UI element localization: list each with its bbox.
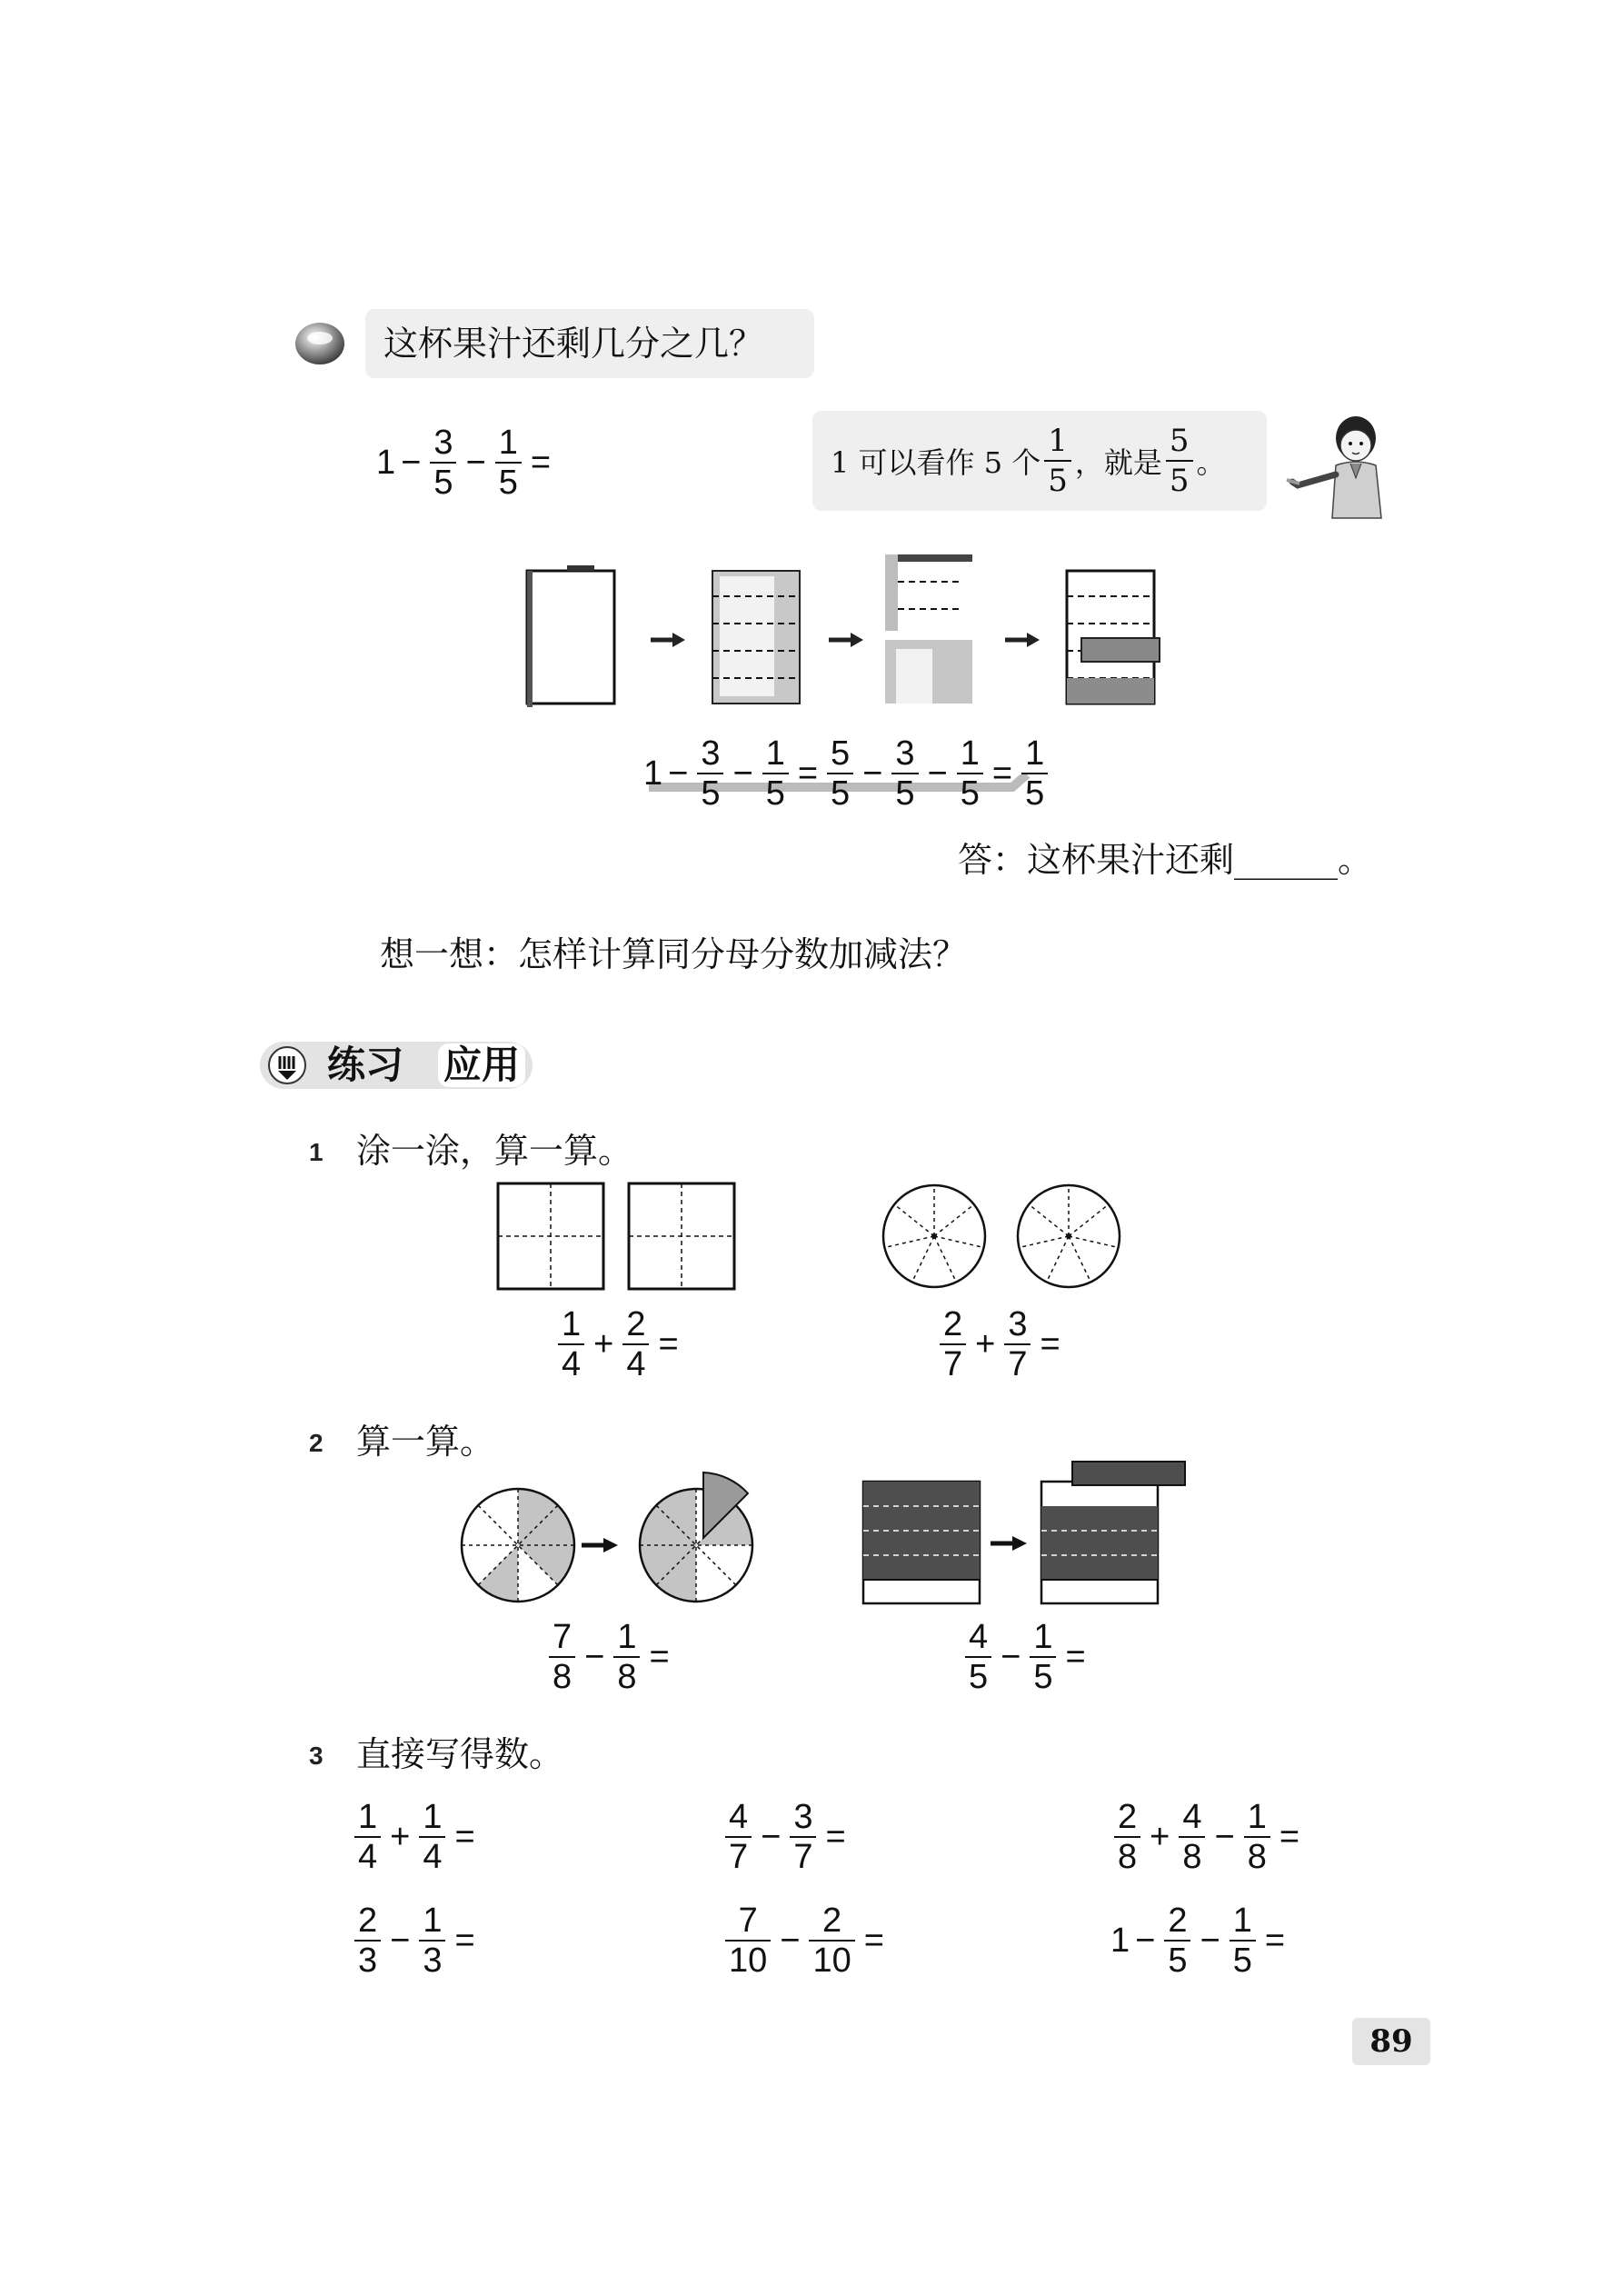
ex2b-expression: $\frac{4}{5}$ − $\frac{1}{5}$ = [961, 1618, 1091, 1696]
steps-frac: $\frac{3}{5}$ [697, 734, 723, 813]
top-expr-frac: $\frac{3}{5}$ [430, 424, 456, 502]
ex3-r2c2: $\frac{7}{10}$ − $\frac{2}{10}$ = [722, 1902, 890, 1980]
ex2-pies [454, 1458, 763, 1612]
answer-blank[interactable]: ______ [1234, 840, 1339, 880]
ex3-title: 直接写得数。 [356, 1734, 564, 1774]
ex1-title: 涂一涂，算一算。 [356, 1131, 633, 1171]
top-expr-frac: $\frac{1}{5}$ [495, 424, 522, 502]
top-expr-op: = [530, 443, 552, 482]
top-expr-lead: 1 [376, 443, 396, 482]
ex2a-expression: $\frac{7}{8}$ − $\frac{1}{8}$ = [545, 1618, 675, 1696]
ex1-squares [496, 1182, 742, 1291]
tip-text: 1 可以看作 5 个 $\frac{1}{5}$ ，就是 $\frac{5}{5}$ 。 [831, 423, 1226, 499]
practice-title-2: 应用 [438, 1043, 525, 1087]
question-text: 这杯果汁还剩几分之几？ [383, 324, 764, 364]
question-icon [293, 320, 347, 367]
ex2-title: 算一算。 [356, 1422, 495, 1462]
steps-frac: $\frac{1}{5}$ [762, 734, 789, 813]
think-prompt: 想一想：怎样计算同分母分数加减法？ [380, 934, 968, 974]
practice-title-1: 练习 [327, 1043, 404, 1087]
top-expr-op: − [401, 443, 422, 482]
ex3-number: 3 [309, 1742, 324, 1770]
juice-cups-diagram [518, 545, 1190, 718]
top-expression [376, 424, 556, 502]
top-expr-op: − [465, 443, 486, 482]
ex3-r1c2: $\frac{4}{7}$ − $\frac{3}{7}$ = [722, 1798, 851, 1876]
ex3-r2c1: $\frac{2}{3}$ − $\frac{1}{3}$ = [351, 1902, 481, 1980]
ex1-number: 1 [309, 1138, 324, 1166]
steps-result: $\frac{1}{5}$ [1021, 734, 1048, 813]
steps-expression: 1 − $\frac{3}{5}$ − $\frac{1}{5}$ = $\frac{5}{5}$ − $\frac{3}{5}$ − $\frac{1}{5}$ = $\frac{1}{5}$ [643, 734, 1051, 813]
steps-frac: $\frac{5}{5}$ [827, 734, 853, 813]
ex1b-expression: $\frac{2}{7}$ + $\frac{3}{7}$ = [936, 1305, 1066, 1383]
steps-frac: $\frac{3}{5}$ [891, 734, 918, 813]
ex3-r1c3: $\frac{2}{8}$ + $\frac{4}{8}$ − $\frac{1}{8}$ = [1110, 1798, 1305, 1876]
page-number: 89 [1352, 2018, 1430, 2065]
answer-line: 答：这杯果汁还剩______。 [958, 840, 1373, 880]
ex3-r2c3: 1 − $\frac{2}{5}$ − $\frac{1}{5}$ = [1110, 1902, 1286, 1980]
practice-icon [265, 1045, 313, 1085]
ex1-circles [881, 1182, 1127, 1291]
ex2-number: 2 [309, 1429, 324, 1457]
ex1a-expression: $\frac{1}{4}$ + $\frac{2}{4}$ = [554, 1305, 684, 1383]
ex2-bars [854, 1458, 1200, 1612]
steps-frac: $\frac{1}{5}$ [957, 734, 983, 813]
ex3-r1c1: $\frac{1}{4}$ + $\frac{1}{4}$ = [351, 1798, 481, 1876]
boy-illustration [1279, 411, 1398, 520]
